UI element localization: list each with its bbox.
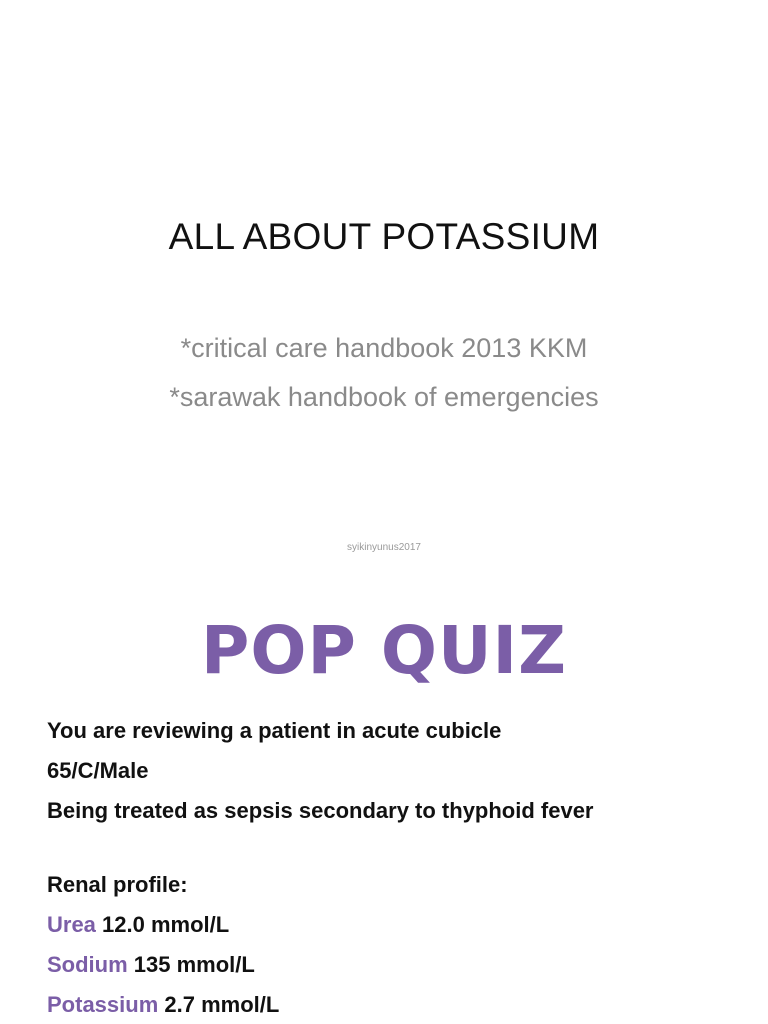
result-name: Potassium [47, 992, 159, 1017]
result-row-sodium [47, 952, 255, 978]
renal-profile-label: Renal profile: [47, 872, 188, 897]
slide-title: ALL ABOUT POTASSIUM [168, 216, 600, 257]
subtitle-line-1: *critical care handbook 2013 KKM [180, 333, 588, 363]
result-value: 12.0 mmol/L [95, 912, 230, 937]
result-name: Sodium [47, 952, 128, 977]
quiz-slide [0, 576, 768, 1024]
result-value: 2.7 mmol/L [158, 992, 280, 1017]
case-line-3: Being treated as sepsis secondary to thyphoid fever [47, 798, 594, 823]
quiz-heading: POP QUIZ [201, 612, 567, 689]
result-row-potassium [47, 992, 279, 1018]
slide-footer: syikinyunus2017 [347, 542, 421, 553]
result-value: 135 mmol/L [127, 952, 255, 977]
subtitle-line-2: *sarawak handbook of emergencies [169, 382, 599, 412]
case-line-1: You are reviewing a patient in acute cubicle [47, 718, 502, 743]
result-row-urea [47, 912, 229, 938]
result-name: Urea [47, 912, 96, 937]
case-line-2: 65/C/Male [47, 758, 149, 783]
